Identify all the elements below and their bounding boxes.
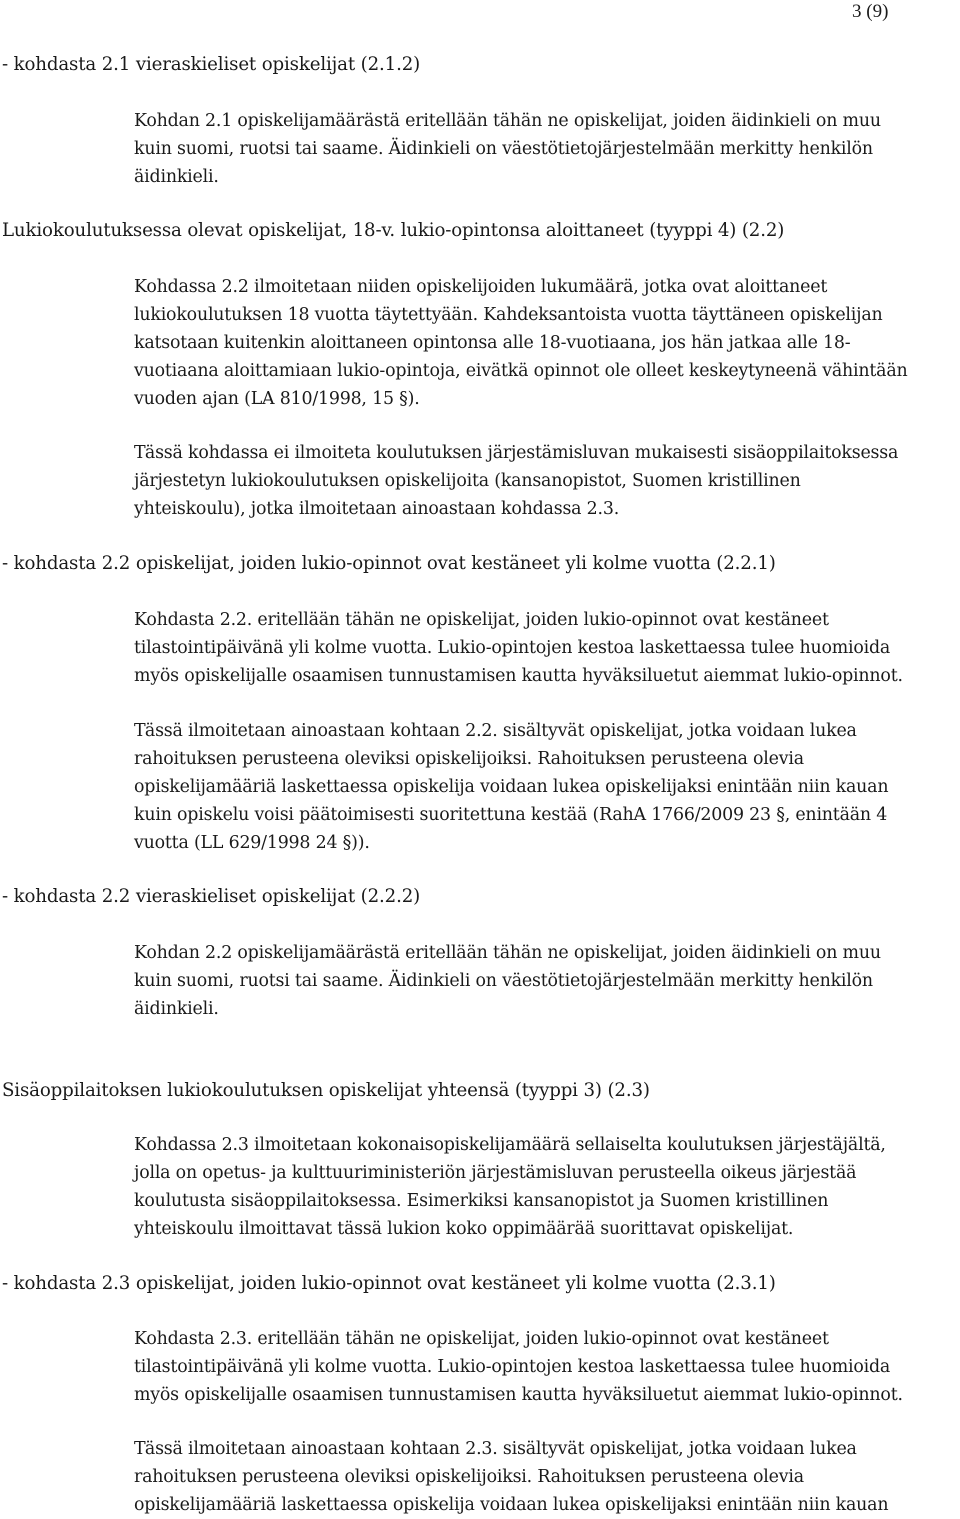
text-line: opiskelijamääriä laskettaessa opiskelija voidaan lukea opiskelijaksi enintään niin kauan [134,1495,889,1515]
text-line: Kohdan 2.2 opiskelijamäärästä eritellään tähän ne opiskelijat, joiden äidinkieli on muu [134,943,881,963]
text-line: Kohdasta 2.3. eritellään tähän ne opiskelijat, joiden lukio-opinnot ovat kestäneet [134,1329,829,1349]
page-number: 3 (9) [852,1,889,22]
paragraph [134,939,954,1023]
text-line: yhteiskoulu), jotka ilmoitetaan ainoastaan kohdassa 2.3. [134,499,620,519]
text-line: lukiokoulutuksen 18 vuotta täytettyään. Kahdeksantoista vuotta täyttäneen opiskelijan [134,305,883,325]
text-line: Tässä ilmoitetaan ainoastaan kohtaan 2.3. sisältyvät opiskelijat, jotka voidaan lukea [134,1439,857,1459]
paragraph [134,1131,954,1243]
text-line: äidinkieli. [134,167,219,187]
text-line: - kohdasta 2.2 opiskelijat, joiden lukio-opinnot ovat kestäneet yli kolme vuotta (2.2.1) [2,553,776,574]
text-line: Kohdasta 2.2. eritellään tähän ne opiskelijat, joiden lukio-opinnot ovat kestäneet [134,610,829,630]
paragraph [134,1325,954,1409]
section-heading [2,217,784,245]
text-line: kuin suomi, ruotsi tai saame. Äidinkieli on väestötietojärjestelmään merkitty henkilön [134,971,873,991]
text-line: kuin suomi, ruotsi tai saame. Äidinkieli on väestötietojärjestelmään merkitty henkilön [134,139,873,159]
section-heading [2,1270,776,1298]
text-line: vuotta (LL 629/1998 24 §)). [134,833,370,853]
text-line: katsotaan kuitenkin aloittaneen opintonsa alle 18-vuotiaana, jos hän jatkaa alle 18- [134,333,851,353]
text-line: yhteiskoulu ilmoittavat tässä lukion koko oppimäärää suorittavat opiskelijat. [134,1219,794,1239]
text-line: - kohdasta 2.2 vieraskieliset opiskelijat (2.2.2) [2,886,421,907]
text-line: Kohdan 2.1 opiskelijamäärästä eritellään tähän ne opiskelijat, joiden äidinkieli on muu [134,111,881,131]
text-line: Tässä kohdassa ei ilmoiteta koulutuksen järjestämisluvan mukaisesti sisäoppilaitoksessa [134,443,899,463]
section-heading [2,550,776,578]
text-line: kuin opiskelu voisi päätoimisesti suoritettuna kestää (RahA 1766/2009 23 §, enintään 4 [134,805,888,825]
text-line: tilastointipäivänä yli kolme vuotta. Lukio-opintojen kestoa laskettaessa tulee huomioida [134,638,891,658]
text-line: myös opiskelijalle osaamisen tunnustamisen kautta hyväksiluetut aiemmat lukio-opinnot. [134,666,903,686]
text-line: Tässä ilmoitetaan ainoastaan kohtaan 2.2. sisältyvät opiskelijat, jotka voidaan lukea [134,721,857,741]
text-line: vuotiaana aloittamiaan lukio-opintoja, eivätkä opinnot ole olleet keskeytyneenä vähintään [134,361,908,381]
text-line: Lukiokoulutuksessa olevat opiskelijat, 18-v. lukio-opintonsa aloittaneet (tyyppi 4) (2.2) [2,220,785,241]
paragraph [134,1435,954,1519]
text-line: opiskelijamääriä laskettaessa opiskelija voidaan lukea opiskelijaksi enintään niin kauan [134,777,889,797]
section-heading [2,51,420,79]
text-line: tilastointipäivänä yli kolme vuotta. Lukio-opintojen kestoa laskettaessa tulee huomioida [134,1357,891,1377]
section-heading [2,1077,650,1105]
paragraph [134,439,954,523]
text-line: koulutusta sisäoppilaitoksessa. Esimerkiksi kansanopistot ja Suomen kristillinen [134,1191,829,1211]
paragraph [134,107,954,191]
text-line: - kohdasta 2.3 opiskelijat, joiden lukio-opinnot ovat kestäneet yli kolme vuotta (2.3.1) [2,1273,776,1294]
text-line: äidinkieli. [134,999,219,1019]
text-line: Kohdassa 2.2 ilmoitetaan niiden opiskelijoiden lukumäärä, jotka ovat aloittaneet [134,277,828,297]
text-line: - kohdasta 2.1 vieraskieliset opiskelijat (2.1.2) [2,54,421,75]
paragraph [134,273,954,413]
section-heading [2,883,420,911]
paragraph [134,606,954,690]
text-line: vuoden ajan (LA 810/1998, 15 §). [134,389,420,409]
text-line: Kohdassa 2.3 ilmoitetaan kokonaisopiskelijamäärä sellaiselta koulutuksen järjestäjältä, [134,1135,886,1155]
text-line: rahoituksen perusteena oleviksi opiskelijoiksi. Rahoituksen perusteena olevia [134,749,804,769]
paragraph [134,717,954,857]
text-line: myös opiskelijalle osaamisen tunnustamisen kautta hyväksiluetut aiemmat lukio-opinnot. [134,1385,903,1405]
text-line: rahoituksen perusteena oleviksi opiskelijoiksi. Rahoituksen perusteena olevia [134,1467,804,1487]
text-line: järjestetyn lukiokoulutuksen opiskelijoita (kansanopistot, Suomen kristillinen [134,471,801,491]
text-line: Sisäoppilaitoksen lukiokoulutuksen opiskelijat yhteensä (tyyppi 3) (2.3) [2,1080,650,1101]
text-line: jolla on opetus- ja kulttuuriministeriön järjestämisluvan perusteella oikeus järjestää [134,1163,857,1183]
